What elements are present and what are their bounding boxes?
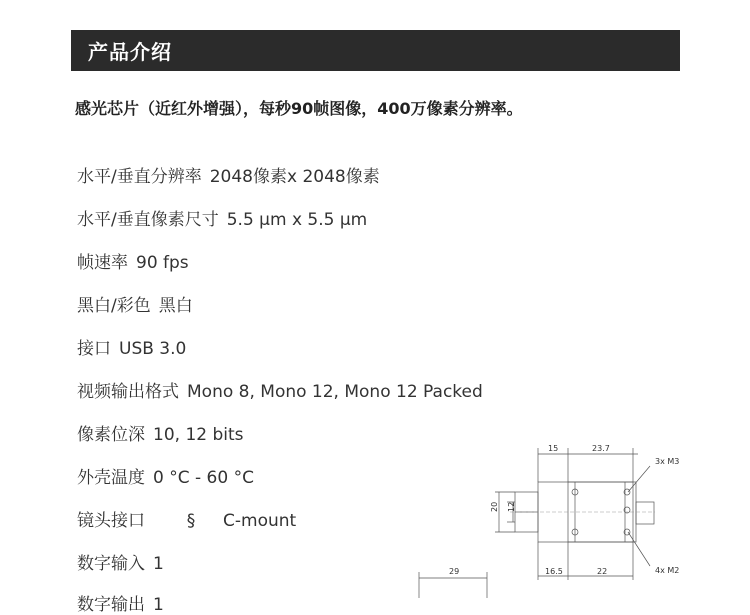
spec-row — [77, 162, 380, 187]
spec-label: 水平/垂直分辨率 — [77, 167, 202, 187]
spec-row — [77, 377, 483, 402]
spec-value: 黑白 — [158, 296, 193, 316]
spec-value: 5.5 µm x 5.5 µm — [226, 210, 368, 230]
spec-label: 像素位深 — [77, 425, 145, 445]
spec-row — [77, 248, 189, 273]
spec-row — [77, 506, 296, 531]
dimension-label: 22 — [597, 567, 608, 576]
spec-row — [77, 420, 244, 445]
spec-value: 1 — [153, 554, 164, 574]
dimension-label: 20 — [490, 501, 499, 512]
intro-text: 感光芯片（近红外增强），每秒90帧图像，400万像素分辨率。 — [75, 99, 523, 118]
spec-row — [77, 205, 367, 230]
spec-row — [77, 334, 186, 359]
spec-label: 数字输入 — [77, 554, 145, 574]
screw-note: 3x M3 — [655, 457, 680, 466]
spec-value: C-mount — [223, 511, 297, 531]
spec-value: 1 — [153, 595, 164, 615]
screw-note: 4x M2 — [655, 566, 680, 575]
spec-label: 镜头接口 — [77, 511, 145, 531]
section-title: 产品介绍 — [88, 40, 172, 64]
spec-label: 帧速率 — [77, 253, 128, 273]
spec-value: 0 °C - 60 °C — [153, 468, 254, 488]
spec-label: 外壳温度 — [77, 468, 145, 488]
spec-label: 水平/垂直像素尺寸 — [77, 210, 219, 230]
dimension-label: 29 — [449, 567, 460, 576]
dimension-label: 16.5 — [545, 567, 563, 576]
section-mark: § — [186, 511, 196, 531]
dimension-label: 15 — [548, 444, 559, 453]
spec-value: Mono 8, Mono 12, Mono 12 Packed — [187, 382, 483, 402]
spec-label: 视频输出格式 — [77, 382, 179, 402]
dimension-label: 23.7 — [592, 444, 610, 453]
spec-value: 10, 12 bits — [153, 425, 244, 445]
spec-label: 接口 — [77, 339, 111, 359]
spec-row — [77, 291, 193, 316]
spec-value: 90 fps — [136, 253, 189, 273]
spec-label: 数字输出 — [77, 595, 145, 615]
spec-row — [77, 549, 164, 574]
spec-value: USB 3.0 — [119, 339, 187, 359]
section-header-bar — [71, 30, 680, 71]
spec-label: 黑白/彩色 — [77, 296, 151, 316]
spec-row — [77, 590, 164, 615]
dimension-label: 12 — [507, 501, 516, 512]
spec-value: 2048像素x 2048像素 — [209, 167, 380, 187]
spec-row — [77, 463, 254, 488]
camera-dimension-drawing — [415, 440, 705, 598]
